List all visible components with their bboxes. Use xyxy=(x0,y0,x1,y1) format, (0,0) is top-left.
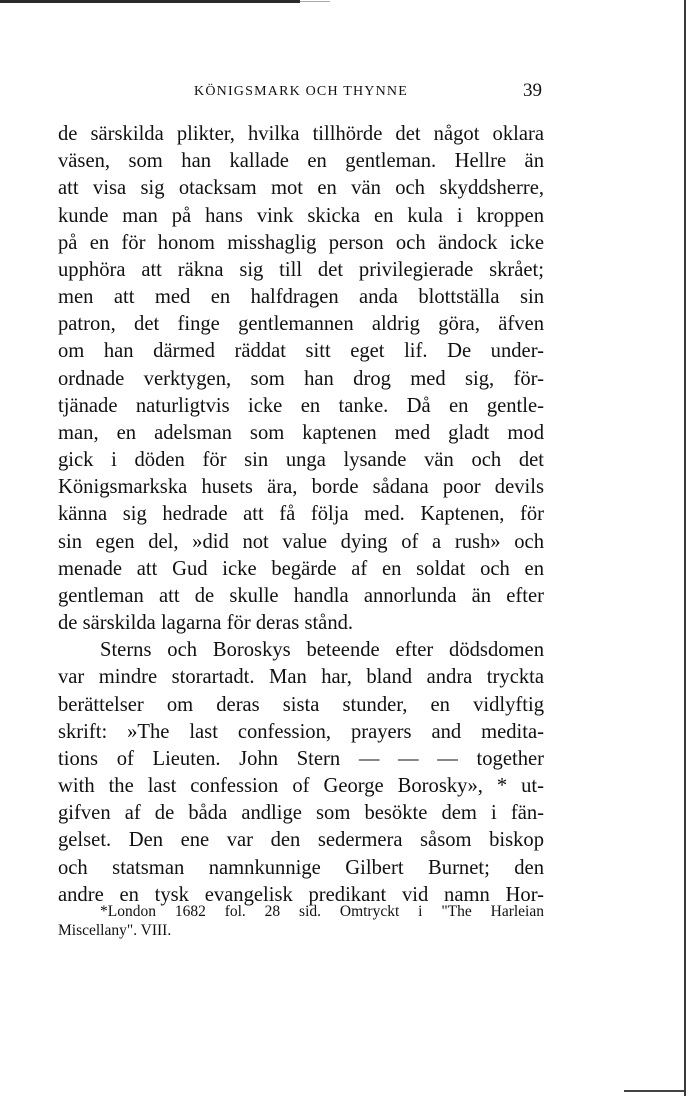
text-line: och statsman namnkunnige Gilbert Burnet; den xyxy=(58,856,544,879)
text-line: de särskilda lagarna för deras stånd. xyxy=(58,612,354,635)
text-line: tions of Lieuten. John Stern — — — together xyxy=(58,747,544,770)
text-line: känna sig hedrade att få följa med. Kaptenen, för xyxy=(58,503,544,526)
text-line: väsen, som han kallade en gentleman. Hellre än xyxy=(58,150,544,173)
text-line: man, en adelsman som kaptenen med gladt mod xyxy=(58,421,544,444)
top-border-rule xyxy=(0,0,300,3)
text-line: var mindre storartadt. Man har, bland andra tryckta xyxy=(58,666,544,689)
footnote-line: *London 1682 fol. 28 sid. Omtryckt i "The Harleian xyxy=(100,903,544,920)
text-line: andre en tysk evangelisk predikant vid namn Hor- xyxy=(58,883,544,906)
main-text xyxy=(58,121,544,909)
page-corner-rule xyxy=(624,1090,684,1092)
text-line: ordnade verktygen, som han drog med sig, för- xyxy=(58,367,544,390)
text-line: kunde man på hans vink skicka en kula i kroppen xyxy=(58,204,544,227)
page-number: 39 xyxy=(523,80,542,101)
text-line: Königsmarkska husets ära, borde sådana poor devils xyxy=(58,476,544,499)
text-line: Sterns och Boroskys beteende efter dödsdomen xyxy=(100,639,544,662)
running-head-title: KÖNIGSMARK OCH THYNNE xyxy=(194,84,408,99)
text-line: gentleman att de skulle handla annorlunda än efter xyxy=(58,584,544,607)
text-line: på en för honom misshaglig person och ändock icke xyxy=(58,231,544,254)
text-line: patron, det finge gentlemannen aldrig göra, äfven xyxy=(58,313,544,336)
text-line: sin egen del, »did not value dying of a rush» och xyxy=(58,530,544,553)
text-line: men att med en halfdragen anda blottställa sin xyxy=(58,286,544,309)
top-border-rule-faint xyxy=(300,1,330,2)
text-line: att visa sig otacksam mot en vän och skyddsherre, xyxy=(58,177,544,200)
text-line: menade att Gud icke begärde af en soldat och en xyxy=(58,557,544,580)
text-line: berättelser om deras sista stunder, en vidlyftig xyxy=(58,693,544,716)
footnote xyxy=(58,902,544,940)
text-line: om han därmed räddat sitt eget lif. De under- xyxy=(58,340,544,363)
text-line: with the last confession of George Borosky», * ut- xyxy=(58,775,544,798)
footnote-line: Miscellany". VIII. xyxy=(58,922,172,939)
text-line: gelset. Den ene var den sedermera såsom biskop xyxy=(58,829,544,852)
text-line: tjänade naturligtvis icke en tanke. Då en gentle- xyxy=(58,394,544,417)
text-line: upphöra att räkna sig till det privilegierade skrået; xyxy=(58,258,544,281)
text-line: de särskilda plikter, hvilka tillhörde det något oklara xyxy=(58,123,544,145)
text-line: gick i döden för sin unga lysande vän och det xyxy=(58,449,544,472)
text-line: skrift: »The last confession, prayers and medita- xyxy=(58,720,544,743)
page-edge-rule xyxy=(684,0,686,1096)
running-header xyxy=(58,80,544,110)
text-line: gifven af de båda andlige som besökte dem i fän- xyxy=(58,802,544,825)
